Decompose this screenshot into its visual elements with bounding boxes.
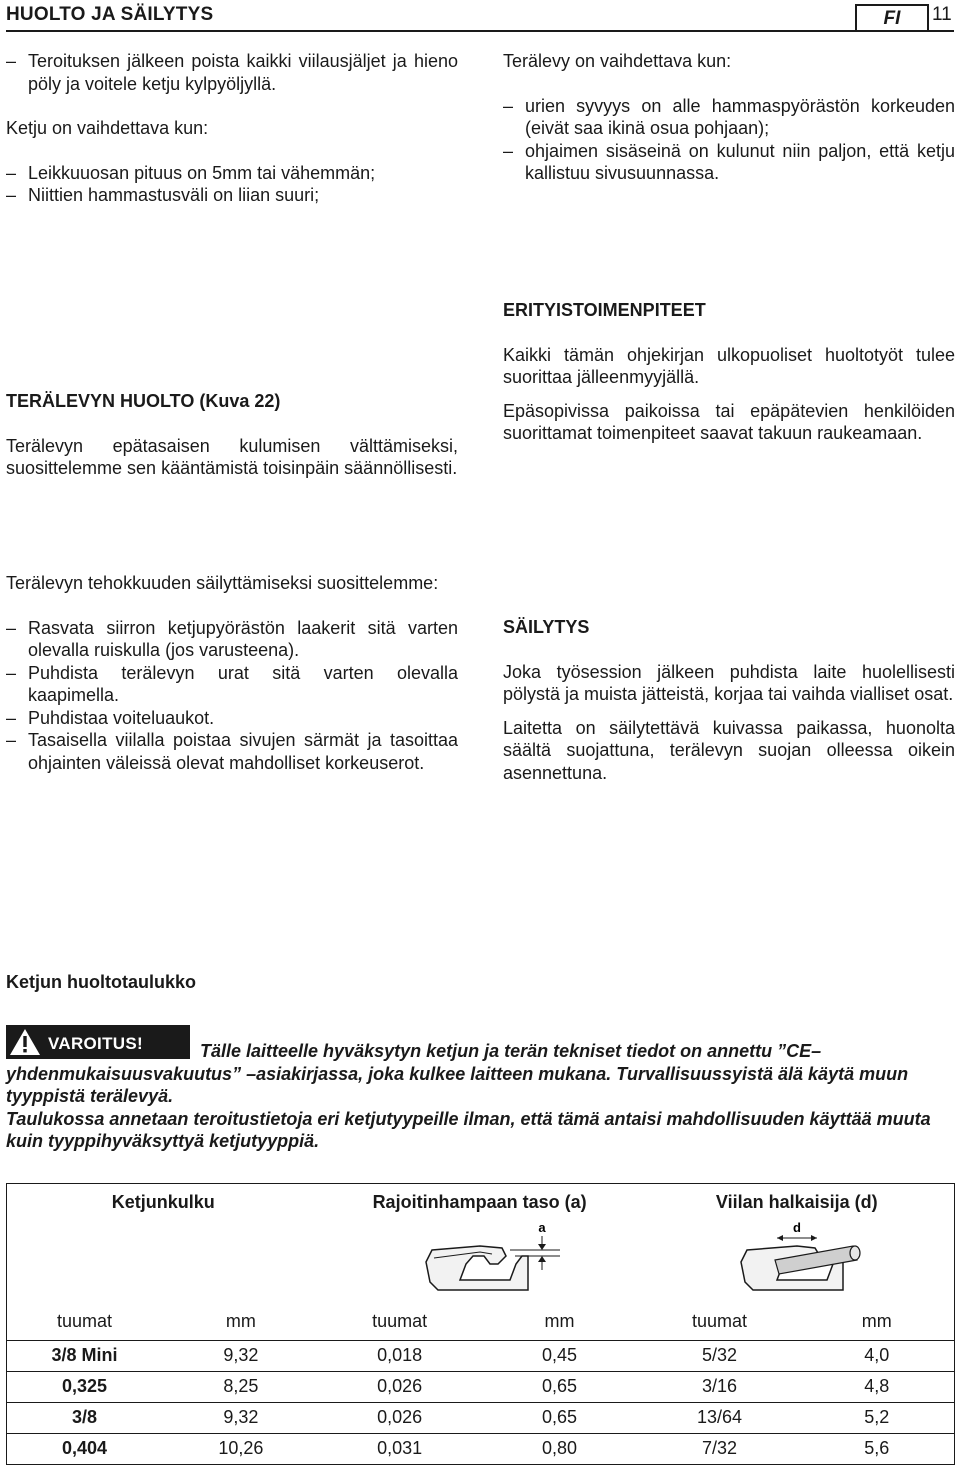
unit-label: tuumat xyxy=(692,1311,748,1332)
depth-inch: 0,018 xyxy=(320,1340,480,1371)
depth-inch: 0,026 xyxy=(320,1402,480,1433)
maintenance-table-heading: Ketjun huoltotaulukko xyxy=(6,972,196,992)
depth-mm: 0,65 xyxy=(480,1402,640,1433)
pitch-mm: 9,32 xyxy=(162,1340,320,1371)
file-diameter-illustration xyxy=(647,1220,947,1298)
pitch-inch: 0,325 xyxy=(7,1371,163,1402)
bar-care-paragraph: Terälevyn epätasaisen kulumisen välttämiseksi, suosittelemme sen kääntämistä toisinpäin säännöllisesti. xyxy=(6,435,458,478)
pitch-inch: 3/8 Mini xyxy=(7,1340,163,1371)
storage-heading: SÄILYTYS xyxy=(503,617,590,637)
special-procedures xyxy=(503,299,955,445)
bar-care-intro: Terälevyn tehokkuuden säilyttämiseksi suosittelemme: xyxy=(6,573,439,593)
pitch-mm: 10,26 xyxy=(162,1433,320,1464)
unit-label: mm xyxy=(861,1311,892,1332)
bar-care-heading: TERÄLEVYN HUOLTO (Kuva 22) xyxy=(6,391,281,411)
sharpening-bullet: – Teroituksen jälkeen poista kaikki viilausjäljet ja hieno pöly ja voitele ketju kylpyöljyllä. xyxy=(6,50,458,95)
right-top-block xyxy=(503,50,955,185)
chain-spec-table xyxy=(6,1183,955,1465)
table-row xyxy=(7,1340,955,1371)
pitch-inch: 0,404 xyxy=(7,1433,163,1464)
file-inch: 7/32 xyxy=(640,1433,800,1464)
table-note: Taulukossa annetaan teroitustietoja eri ketjutyypeille ilman, että tämä antaisi mahdollisuuden käyttää muuta kuin tyyppihyväksyttyä ketjutyyppiä. xyxy=(6,1108,931,1151)
unit-label: mm xyxy=(544,1311,575,1332)
bar-care-item: – Rasvata siirron ketjupyörästön laakerit sitä varten olevalla ruiskulla (jos varusteena). xyxy=(6,617,458,662)
depth-gauge-illustration xyxy=(330,1220,630,1298)
file-diameter-diagram xyxy=(640,1220,955,1304)
file-inch: 5/32 xyxy=(640,1340,800,1371)
column-header: Rajoitinhampaan taso (a) xyxy=(372,1191,587,1212)
special-heading: ERITYISTOIMENPITEET xyxy=(503,300,706,320)
bar-care-item: – Puhdista terälevyn urat sitä varten olevalla kaapimella. xyxy=(6,662,458,707)
depth-mm: 0,80 xyxy=(480,1433,640,1464)
pitch-mm: 8,25 xyxy=(162,1371,320,1402)
page-number: 11 xyxy=(932,4,952,25)
depth-label-a: a xyxy=(537,1220,546,1235)
left-top-block xyxy=(6,50,458,207)
depth-mm: 0,45 xyxy=(480,1340,640,1371)
file-mm: 4,0 xyxy=(800,1340,955,1371)
storage-block xyxy=(503,616,955,784)
bar-care-block xyxy=(6,390,458,480)
column-header: Viilan halkaisija (d) xyxy=(715,1191,878,1212)
diameter-label-d: d xyxy=(792,1220,801,1235)
bar-item: – ohjaimen sisäseinä on kulunut niin paljon, että ketju kallistuu sivusuunnassa. xyxy=(503,140,955,185)
file-mm: 5,2 xyxy=(800,1402,955,1433)
warning-text: Tälle laitteelle hyväksytyn ketjun ja terän tekniset tiedot on annettu ”CE–yhdenmukaisuusvakuutus” –asiakirjassa, joka kulkee laitteen mukana. Turvallisuussyistä älä käytä muun tyyppistä terälevyä. xyxy=(6,1041,909,1106)
pitch-inch: 3/8 xyxy=(7,1402,163,1433)
header-rule xyxy=(6,30,954,32)
file-inch: 13/64 xyxy=(640,1402,800,1433)
warning-text-block xyxy=(6,1040,956,1153)
special-paragraph: Kaikki tämän ohjekirjan ulkopuoliset huoltotyöt tulee suorittaa jälleenmyyjällä. xyxy=(503,344,955,387)
depth-inch: 0,031 xyxy=(320,1433,480,1464)
file-mm: 5,6 xyxy=(800,1433,955,1464)
depth-gauge-diagram xyxy=(320,1220,640,1304)
storage-paragraph: Laitetta on säilytettävä kuivassa paikassa, huonolta säältä suojattuna, terälevyn suojan olleessa oikein asennettuna. xyxy=(503,717,955,783)
depth-mm: 0,65 xyxy=(480,1371,640,1402)
bar-care-recommendations xyxy=(6,572,458,774)
bar-care-item: – Puhdistaa voiteluaukot. xyxy=(6,707,458,730)
chain-item: – Niittien hammastusväli on liian suuri; xyxy=(6,184,458,207)
warning-label: VAROITUS! xyxy=(48,1034,143,1053)
table-row xyxy=(7,1371,955,1402)
column-header: Ketjunkulku xyxy=(111,1191,215,1212)
pitch-mm: 9,32 xyxy=(162,1402,320,1433)
unit-label: tuumat xyxy=(57,1311,113,1332)
file-inch: 3/16 xyxy=(640,1371,800,1402)
special-paragraph: Epäsopivissa paikoissa tai epäpätevien henkilöiden suorittamat toimenpiteet saavat takuun raukeamaan. xyxy=(503,400,955,443)
file-mm: 4,8 xyxy=(800,1371,955,1402)
table-row xyxy=(7,1433,955,1464)
bar-item: – urien syvyys on alle hammaspyörästön korkeuden (eivät saa ikinä osua pohjaan); xyxy=(503,95,955,140)
chain-replace-intro: Ketju on vaihdettava kun: xyxy=(6,118,209,138)
unit-label: tuumat xyxy=(372,1311,428,1332)
section-title: HUOLTO JA SÄILYTYS xyxy=(6,4,214,25)
chain-item: – Leikkuuosan pituus on 5mm tai vähemmän; xyxy=(6,162,458,185)
table-row xyxy=(7,1402,955,1433)
language-badge: FI xyxy=(855,4,929,30)
unit-label: mm xyxy=(225,1311,256,1332)
bar-replace-intro: Terälevy on vaihdettava kun: xyxy=(503,51,732,71)
depth-inch: 0,026 xyxy=(320,1371,480,1402)
bar-care-item: – Tasaisella viilalla poistaa sivujen särmät ja tasoittaa ohjainten väleissä olevat mahdolliset korkeuserot. xyxy=(6,729,458,774)
storage-paragraph: Joka työsession jälkeen puhdista laite huolellisesti pölystä ja muista jätteistä, korjaa tai vaihda vialliset osat. xyxy=(503,661,955,704)
